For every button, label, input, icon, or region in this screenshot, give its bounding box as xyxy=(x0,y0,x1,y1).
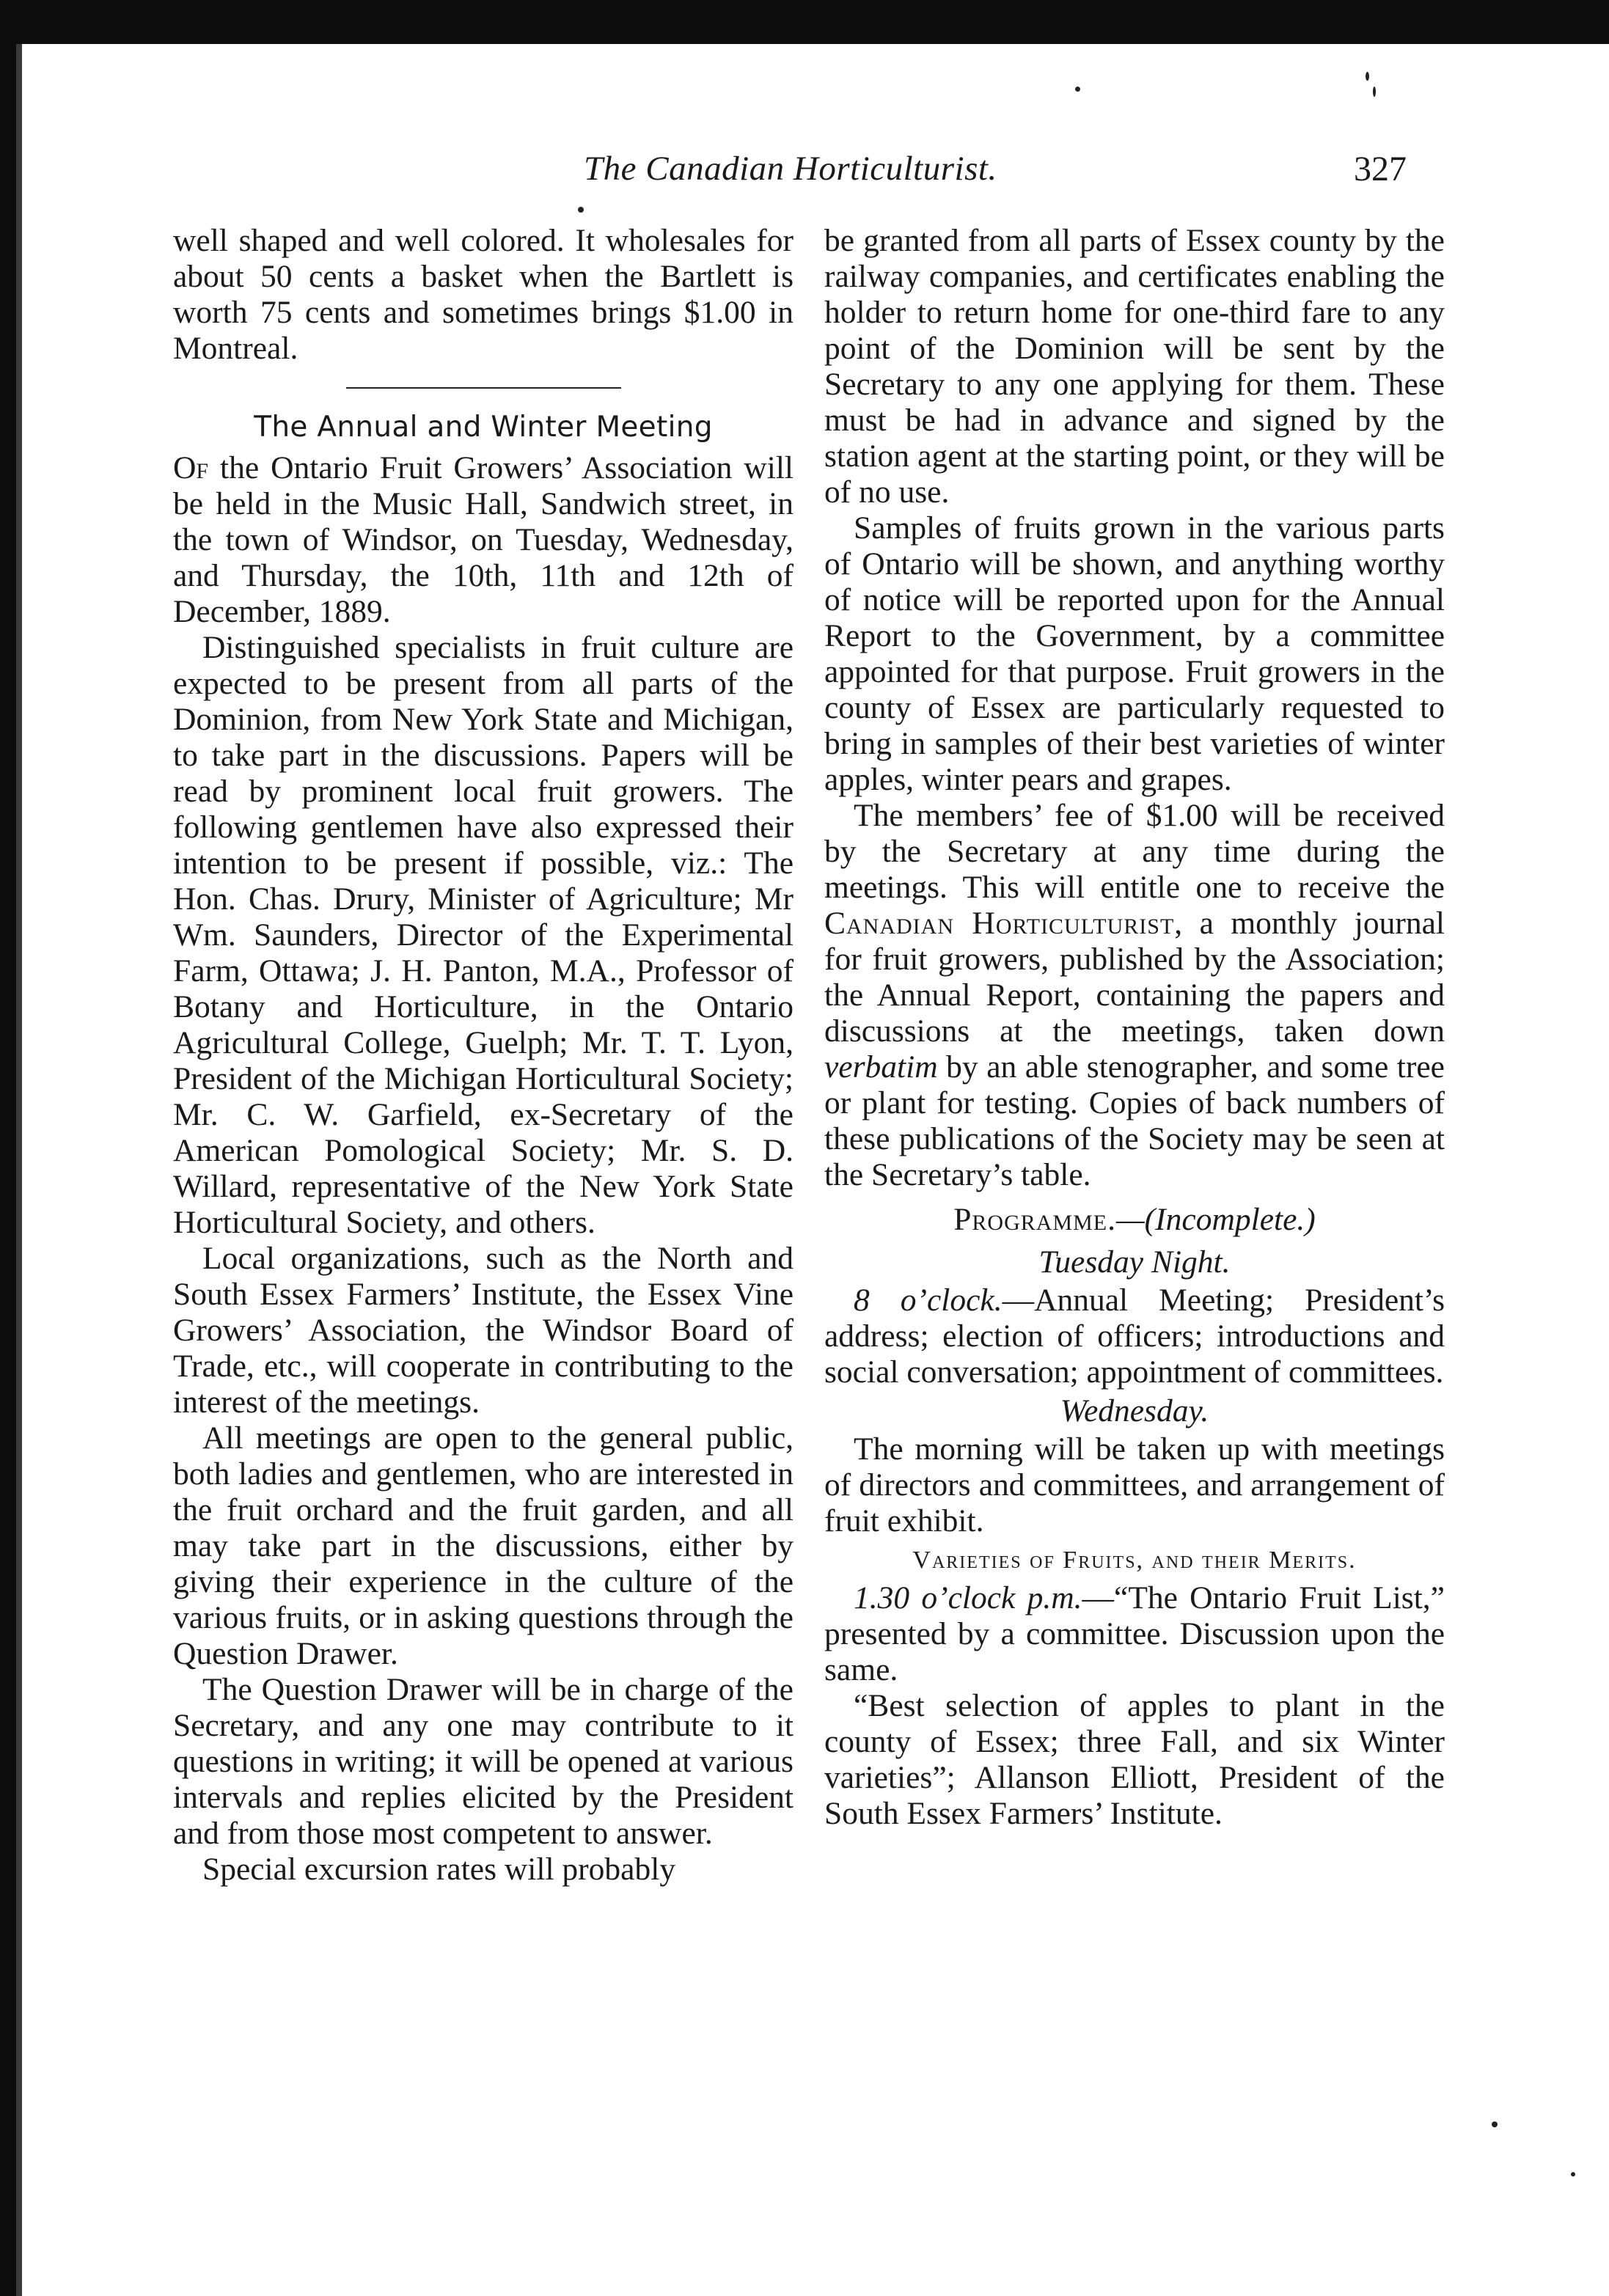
scan-speck xyxy=(1075,87,1080,92)
scan-speck xyxy=(1492,2121,1498,2127)
scan-speck xyxy=(1366,72,1369,81)
scan-border-left-shadow xyxy=(16,44,22,2296)
italic-term: verbatim xyxy=(824,1049,938,1085)
programme-note: —(Incomplete.) xyxy=(1115,1202,1316,1237)
article-paragraph: be granted from all parts of Essex county by the railway companies, and certificates enabling the holder to return home for one-third fare to any point of the Dominion will be sent by the Secretary to any one applying for them. These must be had in advance and signed by the station agent at the starting point, or they will be of no use. xyxy=(824,223,1445,510)
varieties-heading: Varieties of Fruits, and their Merits. xyxy=(912,1547,1357,1574)
tuesday-heading: Tuesday Night. xyxy=(1038,1244,1231,1280)
article-paragraph: Local organizations, such as the North and South Essex Farmers’ Institute, the Essex Vine Growers’ Association, the Windsor Board of Trade, etc., will cooperate in contributing to the interest of the meetings. xyxy=(173,1241,793,1420)
article-paragraph xyxy=(173,450,793,630)
paragraph-text: by an able stenographer, and some tree or plant for testing. Copies of back numbers of these publications of the Society may be seen at the Secretary’s table. xyxy=(824,1049,1445,1192)
scan-border-top xyxy=(0,0,1609,44)
paragraph-text: The members’ fee of $1.00 will be received by the Secretary at any time during the meetings. This will entitle one to receive the xyxy=(824,798,1445,905)
article-paragraph: The Question Drawer will be in charge of the Secretary, and any one may contribute to it questions in writing; it will be opened at various intervals and replies elicited by the President and from those most competent to answer. xyxy=(173,1672,793,1851)
wednesday-heading: Wednesday. xyxy=(1060,1393,1209,1428)
schedule-entry: “Best selection of apples to plant in the county of Essex; three Fall, and six Winter varieties”; Allanson Elliott, President of the South Essex Farmers’ Institute. xyxy=(824,1688,1445,1831)
section-divider xyxy=(346,387,621,389)
journal-name: Canadian Horticulturist xyxy=(824,906,1175,941)
schedule-entry xyxy=(824,1283,1445,1390)
article-paragraph: Distinguished specialists in fruit culture are expected to be present from all parts of the Dominion, from New York State and Michigan, to take part in the discussions. Papers will be read by prominent local fruit growers. The following gentlemen have also expressed their intention to be present if possible, viz.: The Hon. Chas. Drury, Minister of Agriculture; Mr Wm. Saunders, Director of the Experimental Farm, Ottawa; J. H. Panton, M.A., Professor of Botany and Horticulture, in the Ontario Agricultural College, Guelph; Mr. T. T. Lyon, President of the Michigan Horticultural Society; Mr. C. W. Garfield, ex-Secretary of the American Pomological Society; Mr. S. D. Willard, representative of the New York State Horticultural Society, and others. xyxy=(173,630,793,1240)
scan-speck xyxy=(1373,87,1376,97)
schedule-entry: The morning will be taken up with meetings of directors and committees, and arrangement of fruit exhibit. xyxy=(824,1431,1445,1538)
running-title: The Canadian Horticulturist. xyxy=(584,150,997,188)
programme-label: Programme. xyxy=(953,1202,1116,1237)
article-paragraph: Samples of fruits grown in the various parts of Ontario will be shown, and anything worthy of notice will be reported upon for the Annual Report to the Government, by a committee appointed for that purpose. Fruit growers in the county of Essex are particularly requested to bring in samples of their best varieties of winter apples, winter pears and grapes. xyxy=(824,510,1445,797)
schedule-time: 8 o’clock. xyxy=(854,1283,1003,1318)
paragraph-text: the Ontario Fruit Growers’ Association will be held in the Music Hall, Sandwich street, in the town of Windsor, on Tuesday, Wednesday, and Thursday, the 10th, 11th and 12th of December, 1889. xyxy=(173,450,793,629)
left-column xyxy=(173,223,793,1888)
scan-border-left xyxy=(0,0,16,2296)
schedule-text: —Annual Meeting; President’s address; election of officers; introductions and social conversation; appointment of committees. xyxy=(824,1283,1445,1390)
paragraph-text: , a monthly journal for fruit growers, published by the Association; the Annual Report, containing the papers and discussions at the meetings, taken down xyxy=(824,906,1445,1049)
scan-speck xyxy=(578,207,584,213)
article-heading: The Annual and Winter Meeting xyxy=(254,411,713,444)
right-column xyxy=(824,223,1445,1832)
schedule-time: 1.30 o’clock p.m. xyxy=(854,1580,1082,1615)
continuation-paragraph: well shaped and well colored. It wholesales for about 50 cents a basket when the Bartlett is worth 75 cents and sometimes brings $1.00 in Montreal. xyxy=(173,223,793,366)
page-number: 327 xyxy=(1354,150,1407,188)
article-paragraph: All meetings are open to the general public, both ladies and gentlemen, who are interested in the fruit orchard and the fruit garden, and all may take part in the discussions, either by giving their experience in the culture of the various fruits, or in asking questions through the Question Drawer. xyxy=(173,1420,793,1671)
programme-heading xyxy=(824,1199,1445,1240)
article-paragraph xyxy=(824,798,1445,1193)
paragraph-lead-word: Of xyxy=(173,450,209,485)
schedule-text: —“The Ontario Fruit List,” presented by a committee. Discussion upon the same. xyxy=(824,1580,1445,1687)
article-paragraph: Special excursion rates will probably xyxy=(202,1852,676,1887)
schedule-entry xyxy=(824,1580,1445,1688)
scan-speck xyxy=(1571,2172,1575,2176)
